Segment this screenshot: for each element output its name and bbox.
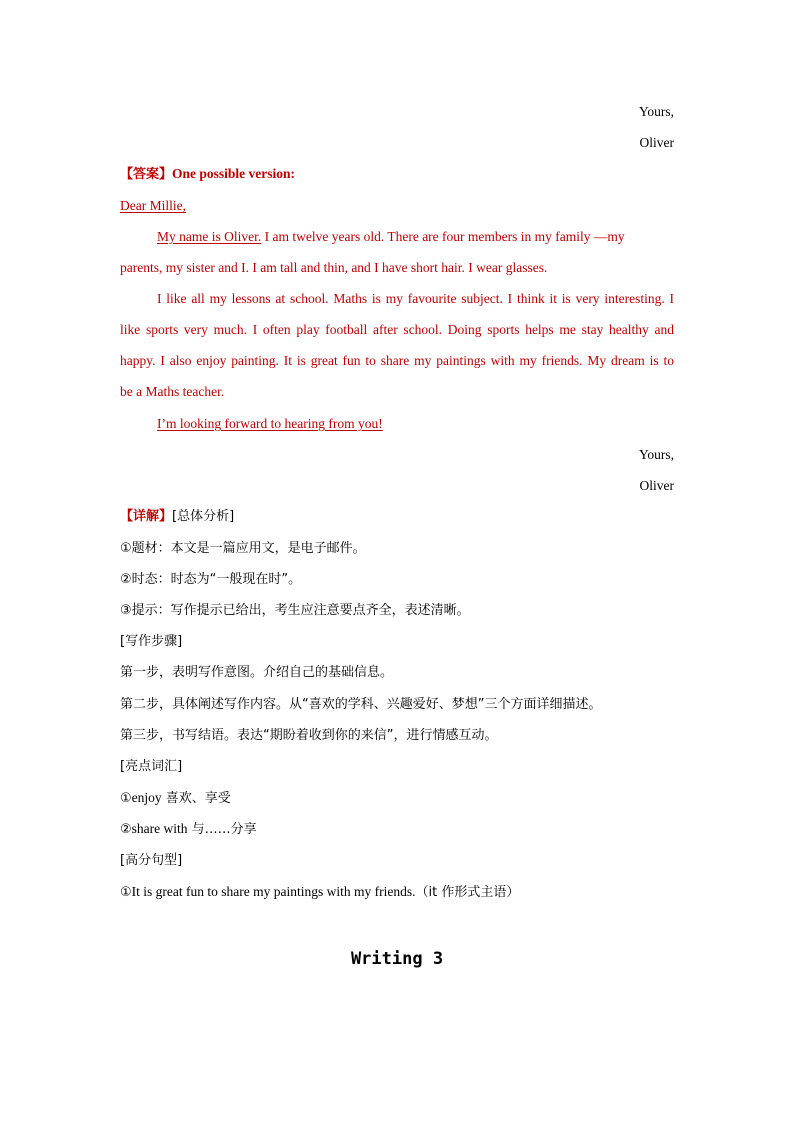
closing-sentence-line [120,414,674,434]
answer-version-label: One possible version: [172,166,296,181]
vocab-item-1: ①enjoy 喜欢、享受 [120,790,231,806]
section-sentence: [高分句型] [120,853,183,868]
paragraph-2-line-2: like sports very much. I often play football after school. Doing sports helps me stay healthy and [120,322,674,337]
closing-sentence: I’m looking forward to hearing from you! [157,416,383,431]
answer-tag: 【答案】 [120,167,173,182]
greeting-text: Dear Millie, [120,198,186,213]
answer-label [120,164,674,185]
intro-sentence: My name is Oliver. [157,229,262,244]
paragraph-2-line-3: happy. I also enjoy painting. It is great fun to share my paintings with my friends. My dream is to [120,353,674,368]
step-1: 第一步，表明写作意图。介绍自己的基础信息。 [120,665,394,680]
sentence-item-1: ①It is great fun to share my paintings with my friends.（it 作形式主语） [120,884,520,900]
overall-item-3: ③提示：写作提示已给出，考生应注意要点齐全，表述清晰。 [120,603,470,618]
closing-yours: Yours, [638,104,674,119]
section-overall: [总体分析] [172,509,235,524]
section-heading-writing-3: Writing 3 [350,949,444,969]
paragraph-1-line-1: My name is Oliver. I am twelve years old. There are four members in my family —my [157,229,625,244]
paragraph-1-line-2: parents, my sister and I. I am tall and thin, and I have short hair. I wear glasses. [120,260,548,275]
analysis-heading [120,507,674,527]
vocab-item-2: ②share with 与……分享 [120,821,257,837]
section-vocab: [亮点词汇] [120,759,183,774]
step-2: 第二步，具体阐述写作内容。从“喜欢的学科、兴趣爱好、梦想”三个方面详细描述。 [120,697,602,712]
paragraph-2-line-1: I like all my lessons at school. Maths is my favourite subject. I think it is very interesting. I [157,291,674,306]
overall-item-2: ②时态：时态为“一般现在时”。 [120,572,302,587]
analysis-tag: 【详解】 [120,509,173,524]
section-steps: [写作步骤] [120,634,183,649]
answer-closing-yours: Yours, [638,447,674,462]
signature-oliver: Oliver [639,135,674,150]
overall-item-1: ①题材：本文是一篇应用文，是电子邮件。 [120,541,366,556]
letter-greeting [120,196,674,216]
step-3: 第三步，书写结语。表达“期盼着收到你的来信”，进行情感互动。 [120,728,498,743]
answer-signature-oliver: Oliver [639,478,674,493]
paragraph-2-line-4: be a Maths teacher. [120,384,225,399]
